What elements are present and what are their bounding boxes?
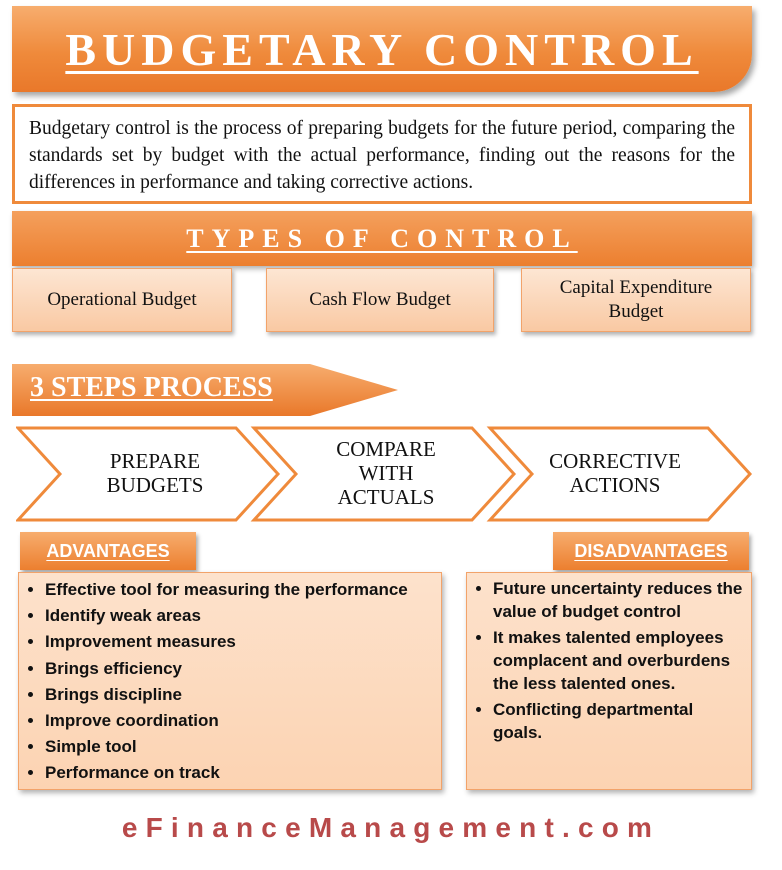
- list-item: • Improve coordination: [45, 708, 441, 734]
- type-label: Cash Flow Budget: [309, 289, 451, 310]
- step-text: PREPARE BUDGETS: [106, 449, 204, 497]
- advantages-heading: ADVANTAGES: [46, 540, 170, 561]
- type-box-capital-expenditure: [521, 268, 751, 332]
- type-box-operational: [12, 268, 232, 332]
- list-item: • Identify weak areas: [45, 603, 441, 629]
- step-text: COMPARE WITH ACTUALS: [336, 437, 436, 509]
- steps-heading: 3 STEPS PROCESS: [30, 372, 273, 403]
- list-item: • Effective tool for measuring the performance: [45, 577, 441, 603]
- type-box-cash-flow: [266, 268, 494, 332]
- list-item: • Improvement measures: [45, 629, 441, 655]
- advantages-tag: [20, 532, 196, 570]
- definition-text: Budgetary control is the process of preparing budgets for the future period, comparing the standards set by budget with the actual performance, finding out the reasons for the differences in performance and taking corrective actions.: [29, 118, 735, 193]
- footer-brand: eFinanceManagement.com: [121, 812, 661, 843]
- step-label-prepare: [80, 426, 230, 520]
- types-heading: TYPES OF CONTROL: [186, 223, 578, 253]
- list-item: • It makes talented employees complacent and overburdens the less talented ones.: [493, 626, 743, 695]
- list-item: • Conflicting departmental goals.: [493, 698, 743, 744]
- types-heading-bar: [12, 211, 752, 266]
- step-text: CORRECTIVE ACTIONS: [549, 449, 681, 497]
- advantages-list: [18, 572, 442, 790]
- step-label-compare: [316, 426, 456, 520]
- page-title: BUDGETARY CONTROL: [65, 23, 699, 75]
- step-label-corrective: [540, 426, 690, 520]
- title-banner: [12, 6, 752, 92]
- disadvantages-tag: [553, 532, 749, 570]
- list-item: • Performance on track: [45, 760, 441, 786]
- list-item: • Brings discipline: [45, 682, 441, 708]
- disadvantages-list: [466, 572, 752, 790]
- type-label: Operational Budget: [47, 289, 197, 310]
- list-item: • Brings efficiency: [45, 656, 441, 682]
- disadvantages-heading: DISADVANTAGES: [574, 540, 728, 561]
- list-item: • Simple tool: [45, 734, 441, 760]
- definition-box: [12, 104, 752, 204]
- type-label: Capital Expenditure Budget: [559, 277, 713, 322]
- list-item: • Future uncertainty reduces the value of budget control: [493, 577, 743, 623]
